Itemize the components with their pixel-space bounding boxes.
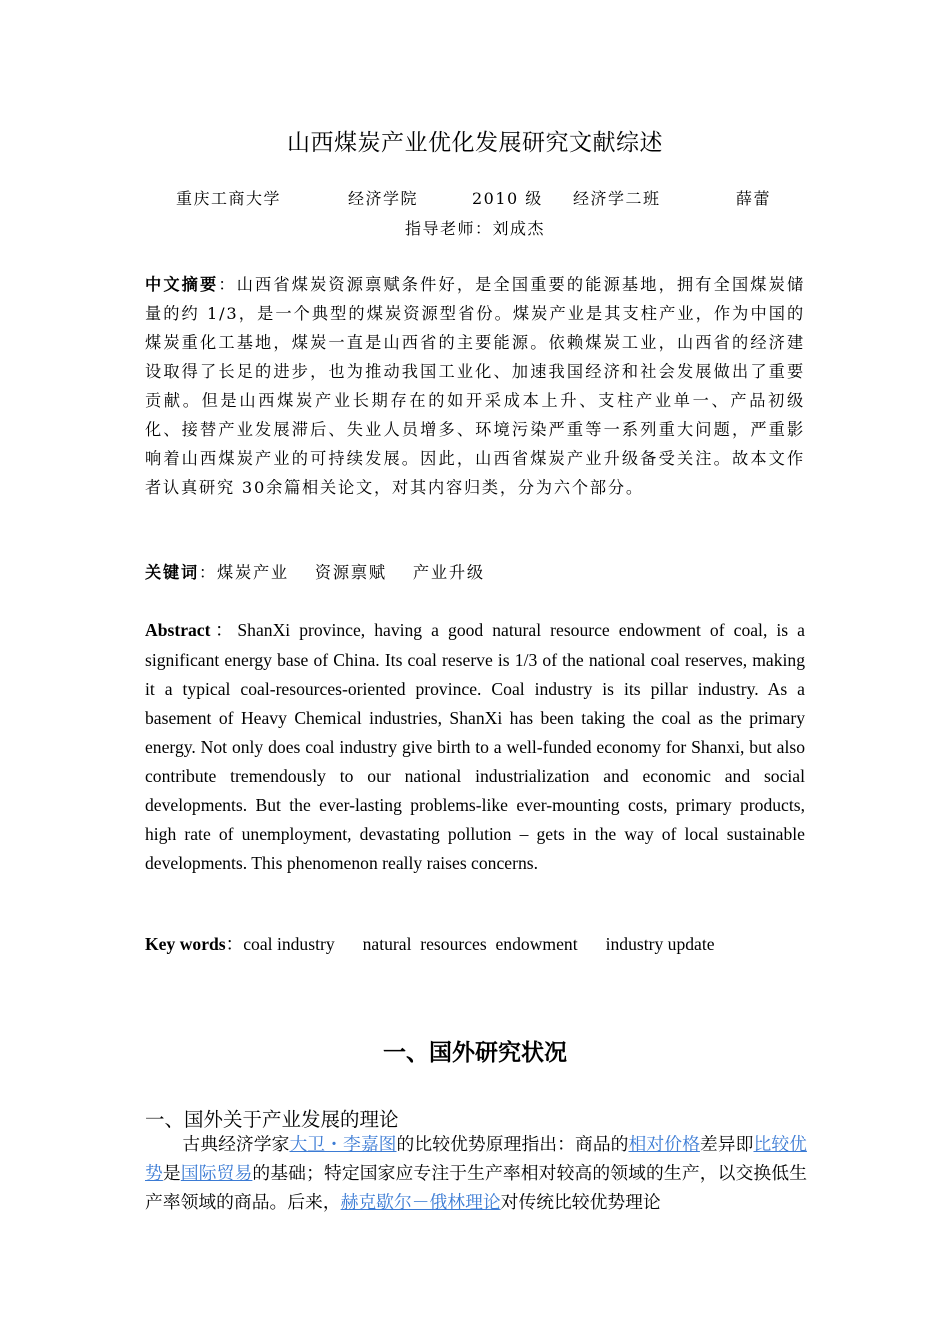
chinese-keyword: 产业升级 bbox=[412, 563, 485, 582]
author-name: 薛蕾 bbox=[736, 189, 772, 208]
author-grade: 2010 级 bbox=[472, 189, 543, 208]
subsection-heading: 一、国外关于产业发展的理论 bbox=[145, 1108, 399, 1131]
link-david-ricardo[interactable]: 大卫・李嘉图 bbox=[289, 1134, 397, 1155]
english-abstract-text: ShanXi province, having a good natural resource endowment of coal, is a significant energy base of China. Its coal reserve is 1/3 of the national coal reserves, making it a typical coal-resources-oriented province. Coal industry is its pillar industry. As a basement of Heavy Chemical industries, ShanXi has been taking the coal as the primary energy. Not only does coal industry give birth to a well-funded economy for Shanxi, but also contribute tremendously to our national industrialization and economic and social developments. But the ever-lasting problems-like ever-mounting costs, primary products, high rate of unemployment, devastating pollution – gets in the way of local sustainable developments. This phenomenon really raises concerns. bbox=[145, 620, 805, 873]
body-text: 差异即 bbox=[699, 1134, 754, 1155]
english-abstract-sep: ： bbox=[210, 621, 238, 641]
paper-title: 山西煤炭产业优化发展研究文献综述 bbox=[287, 130, 663, 156]
english-keywords-label: Key words bbox=[145, 934, 226, 954]
chinese-keyword: 资源禀赋 bbox=[314, 563, 387, 582]
body-text: 的基础；特定国家应专注于生产率相对较高的领域的生产，以交换低生产率领域的商品。后来， bbox=[145, 1163, 807, 1213]
link-comparative-advantage[interactable]: 比较优势 bbox=[145, 1134, 807, 1184]
english-keyword: coal industry bbox=[243, 934, 335, 954]
author-school: 经济学院 bbox=[348, 189, 419, 208]
section-heading: 一、国外研究状况 bbox=[383, 1039, 567, 1066]
chinese-keywords bbox=[145, 558, 805, 587]
chinese-abstract bbox=[145, 270, 805, 502]
chinese-abstract-label: 中文摘要 bbox=[145, 275, 219, 294]
english-keyword: natural resources endowment bbox=[362, 934, 578, 954]
chinese-keyword: 煤炭产业 bbox=[216, 563, 289, 582]
body-text: 是 bbox=[162, 1163, 181, 1184]
advisor-line: 指导老师：刘成杰 bbox=[404, 219, 545, 238]
chinese-keywords-sep: ： bbox=[198, 563, 217, 582]
english-keywords-sep: ： bbox=[225, 935, 244, 955]
body-paragraph bbox=[145, 1130, 807, 1217]
body-text: 的比较优势原理指出：商品的 bbox=[396, 1134, 629, 1155]
english-abstract-label: Abstract bbox=[145, 620, 211, 640]
chinese-abstract-sep: ： bbox=[218, 275, 237, 294]
english-keywords bbox=[145, 930, 805, 960]
link-heckscher-ohlin[interactable]: 赫克歇尔－俄林理论 bbox=[340, 1192, 501, 1213]
link-relative-price[interactable]: 相对价格 bbox=[628, 1134, 700, 1155]
body-text: 对传统比较优势理论 bbox=[500, 1192, 661, 1213]
chinese-abstract-text: 山西省煤炭资源禀赋条件好，是全国重要的能源基地，拥有全国煤炭储量的约 1/3，是一个典型的煤炭资源型省份。煤炭产业是其支柱产业，作为中国的煤炭重化工基地，煤炭一直是山西省的主要能源。依赖煤炭工业，山西省的经济建设取得了长足的进步，也为推动我国工业化、加速我国经济和社会发展做出了重要贡献。但是山西煤炭产业长期存在的如开采成本上升、支柱产业单一、产品初级化、接替产业发展滞后、失业人员增多、环境污染严重等一系列重大问题，严重影响着山西煤炭产业的可持续发展。因此，山西省煤炭产业升级备受关注。故本文作者认真研究 30余篇相关论文，对其内容归类，分为六个部分。 bbox=[145, 275, 805, 497]
chinese-keywords-label: 关键词 bbox=[145, 563, 199, 582]
body-text: 古典经济学家 bbox=[182, 1134, 290, 1155]
english-keyword: industry update bbox=[605, 934, 715, 954]
author-university: 重庆工商大学 bbox=[176, 189, 282, 208]
english-abstract bbox=[145, 616, 805, 878]
link-international-trade[interactable]: 国际贸易 bbox=[180, 1163, 253, 1184]
author-class: 经济学二班 bbox=[573, 189, 661, 208]
